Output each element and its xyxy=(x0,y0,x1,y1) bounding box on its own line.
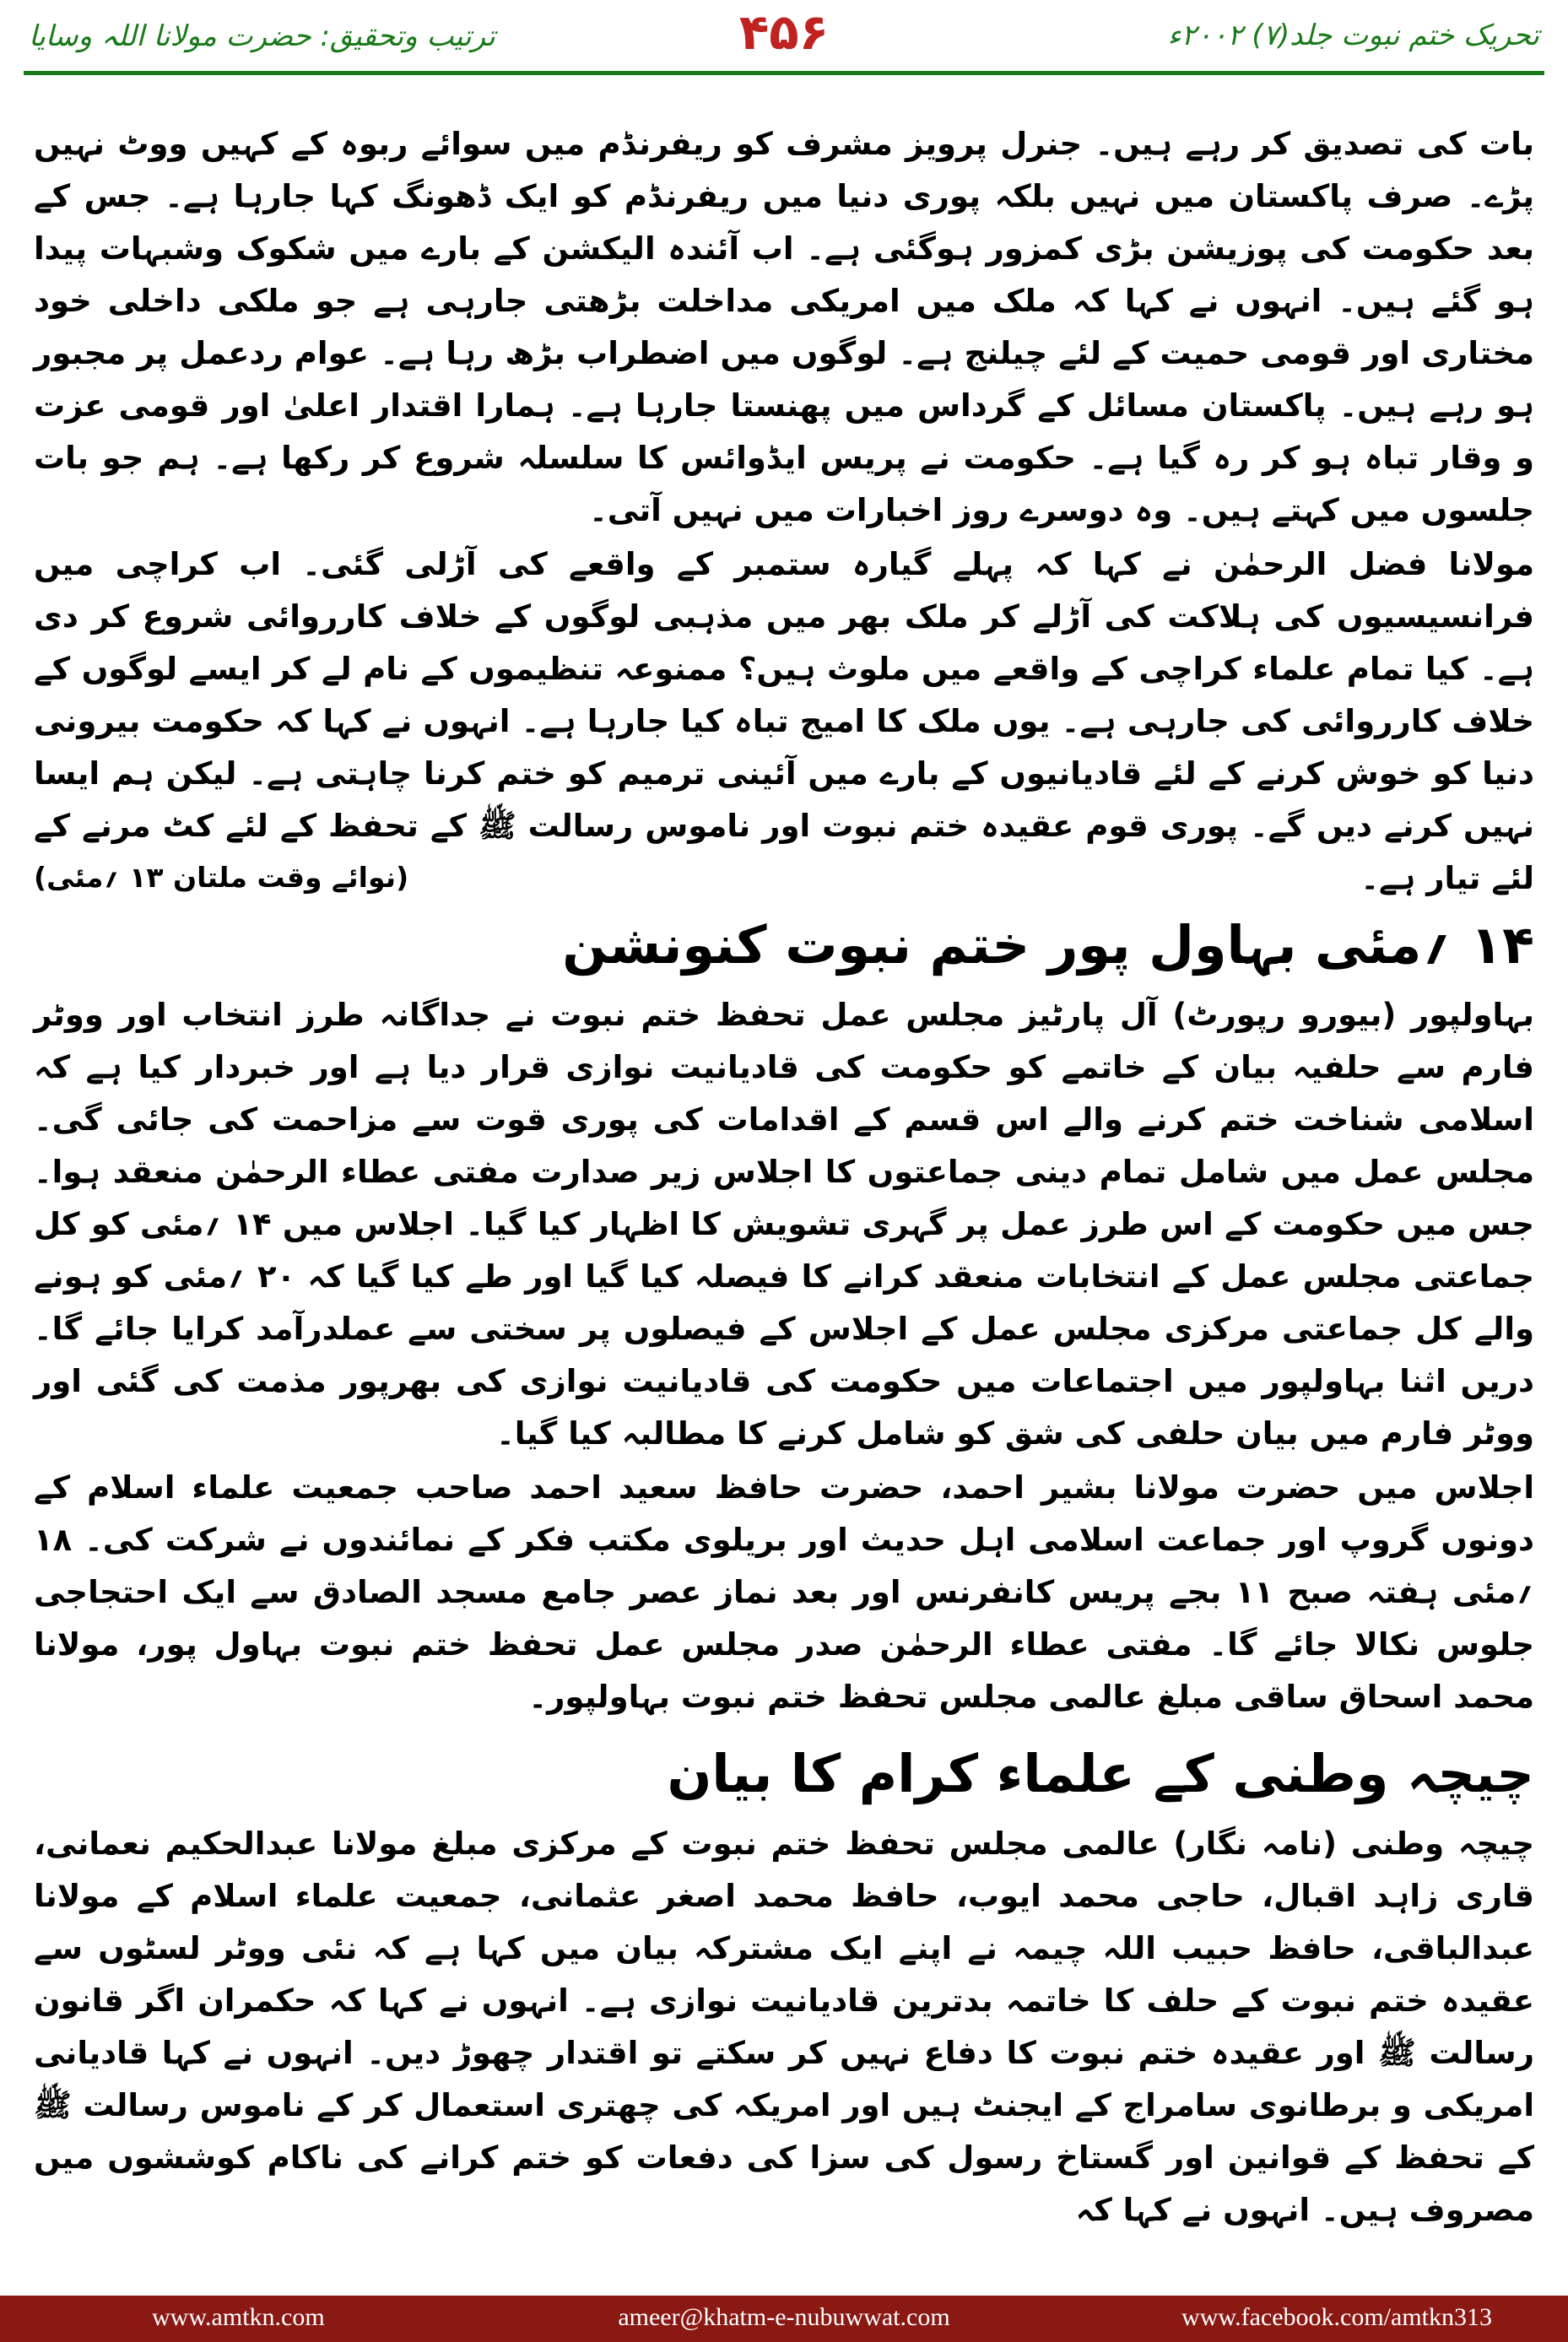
page-number: ۴۵۶ xyxy=(738,3,830,61)
facebook-link[interactable]: www.facebook.com/amtkn313 xyxy=(1181,2303,1492,2331)
book-title: تحریک ختم نبوت جلد(۷) ۲۰۰۲ء xyxy=(1167,19,1539,52)
paragraph: چیچہ وطنی (نامہ نگار) عالمی مجلس تحفظ ختم نبوت کے مرکزی مبلغ مولانا عبدالحکیم نعمانی، قاری زاہد اقبال، حاجی محمد ایوب، حافظ محمد اصغر عثمانی، جمعیت علماء اسلام کے مولانا عبدالباقی، حافظ حبیب اللہ چیمہ نے اپنے ایک مشترکہ بیان میں کہا ہے کہ نئی ووٹر لسٹوں سے عقیدہ ختم نبوت کے حلف کا خاتمہ بدترین قادیانیت نوازی ہے۔ انہوں نے کہا کہ حکمران اگر قانون رسالت ﷺ اور عقیدہ ختم نبوت کا دفاع نہیں کر سکتے تو اقتدار چھوڑ دیں۔ انہوں نے کہا قادیانی امریکی و برطانوی سامراج کے ایجنٹ ہیں اور امریکہ کی چھتری استعمال کر کے ناموس رسالت ﷺ کے تحفظ کے قوانین اور گستاخ رسول کی سزا کی دفعات کو ختم کرانے کی ناکام کوششوں میں مصروف ہیں۔ انہوں نے کہا کہ xyxy=(34,1825,1534,2228)
source-citation: (نوائے وقت ملتان ۱۳ ؍مئی) xyxy=(34,861,409,894)
website-link[interactable]: www.amtkn.com xyxy=(152,2303,325,2331)
header-divider xyxy=(24,71,1544,75)
page-footer xyxy=(0,2296,1568,2342)
paragraph: مولانا فضل الرحمٰن نے کہا کہ پہلے گیارہ ستمبر کے واقعے کی آڑلی گئی۔ اب کراچی میں فرانسیسیوں کی ہلاکت کی آڑلے کر ملک بھر میں مذہبی لوگوں کے خلاف کارروائی شروع کر دی ہے۔ کیا تمام علماء کراچی کے واقعے میں ملوث ہیں؟ ممنوعہ تنظیموں کے نام لے کر ایسے لوگوں کے خلاف کارروائی کی جارہی ہے۔ یوں ملک کا امیج تباہ کیا جارہا ہے۔ انہوں نے کہا کہ حکومت بیرونی دنیا کو خوش کرنے کے لئے قادیانیوں کے بارے میں آئینی ترمیم کو ختم کرنا چاہتی ہے۔ لیکن ہم ایسا نہیں کرنے دیں گے۔ پوری قوم عقیدہ ختم نبوت اور ناموس رسالت ﷺ کے تحفظ کے لئے کٹ مرنے کے لئے تیار ہے۔ xyxy=(34,546,1534,896)
section-heading: ۱۴ ؍مئی بہاول پور ختم نبوت کنونشن xyxy=(562,914,1534,976)
paragraph: اجلاس میں حضرت مولانا بشیر احمد، حضرت حافظ سعید احمد صاحب جمعیت علماء اسلام کے دونوں گروپ اور جماعت اسلامی اہل حدیث اور بریلوی مکتب فکر کے نمائندوں نے شرکت کی۔ ۱۸ ؍مئی ہفتہ صبح ۱۱ بجے پریس کانفرنس اور بعد نماز عصر جامع مسجد الصادق سے ایک احتجاجی جلوس نکالا جائے گا۔ مفتی عطاء الرحمٰن صدر مجلس عمل تحفظ ختم نبوت بہاول پور، مولانا محمد اسحاق ساقی مبلغ عالمی مجلس تحفظ ختم نبوت بہاولپور۔ xyxy=(34,1469,1534,1715)
email-link[interactable]: ameer@khatm-e-nubuwwat.com xyxy=(618,2303,950,2331)
paragraph: بات کی تصدیق کر رہے ہیں۔ جنرل پرویز مشرف کو ریفرنڈم میں سوائے ربوہ کے کہیں ووٹ نہیں پڑے۔ صرف پاکستان میں نہیں بلکہ پوری دنیا میں ریفرنڈم کو ایک ڈھونگ کہا جارہا ہے۔ جس کے بعد حکومت کی پوزیشن بڑی کمزور ہوگئی ہے۔ اب آئندہ الیکشن کے بارے میں شکوک وشبہات پیدا ہو گئے ہیں۔ انہوں نے کہا کہ ملک میں امریکی مداخلت بڑھتی جارہی ہے جو ملکی داخلی خود مختاری اور قومی حمیت کے لئے چیلنج ہے۔ لوگوں میں اضطراب بڑھ رہا ہے۔ عوام ردعمل پر مجبور ہو رہے ہیں۔ پاکستان مسائل کے گرداس میں پھنستا جارہا ہے۔ ہمارا اقتدار اعلیٰ اور قومی عزت و وقار تباہ ہو کر رہ گیا ہے۔ حکومت نے پریس ایڈوائس کا سلسلہ شروع کر رکھا ہے۔ ہم جو بات جلسوں میں کہتے ہیں۔ وہ دوسرے روز اخبارات میں نہیں آتی۔ xyxy=(34,126,1534,528)
compiler-credit: ترتیب وتحقیق: حضرت مولانا اللہ وسایا xyxy=(29,19,495,53)
paragraph: بہاولپور (بیورو رپورٹ) آل پارٹیز مجلس عمل تحفظ ختم نبوت نے جداگانہ طرز انتخاب اور ووٹر فارم سے حلفیہ بیان کے خاتمے کو حکومت کی قادیانیت نوازی قرار دیا ہے اور خبردار کیا ہے کہ اسلامی شناخت ختم کرنے والے اس قسم کے اقدامات کی پوری قوت سے مزاحمت کی جائی گی۔ مجلس عمل میں شامل تمام دینی جماعتوں کا اجلاس زیر صدارت مفتی عطاء الرحمٰن منعقد ہوا۔ جس میں حکومت کے اس طرز عمل پر گہری تشویش کا اظہار کیا گیا۔ اجلاس میں ۱۴ ؍مئی کو کل جماعتی مجلس عمل کے انتخابات منعقد کرانے کا فیصلہ کیا گیا اور طے کیا گیا کہ ۲۰ ؍مئی کو ہونے والے کل جماعتی مرکزی مجلس عمل کے اجلاس کے فیصلوں پر سختی سے عملدرآمد کرایا جائے گا۔ دریں اثنا بہاولپور میں اجتماعات میں حکومت کی قادیانیت نوازی کی بھرپور مذمت کی گئی اور ووٹر فارم میں بیان حلفی کی شق کو شامل کرنے کا مطالبہ کیا گیا۔ xyxy=(34,997,1535,1452)
article-body xyxy=(34,118,1534,2237)
page-header xyxy=(0,0,1568,76)
section-heading: چیچہ وطنی کے علماء کرام کا بیان xyxy=(667,1743,1534,1804)
